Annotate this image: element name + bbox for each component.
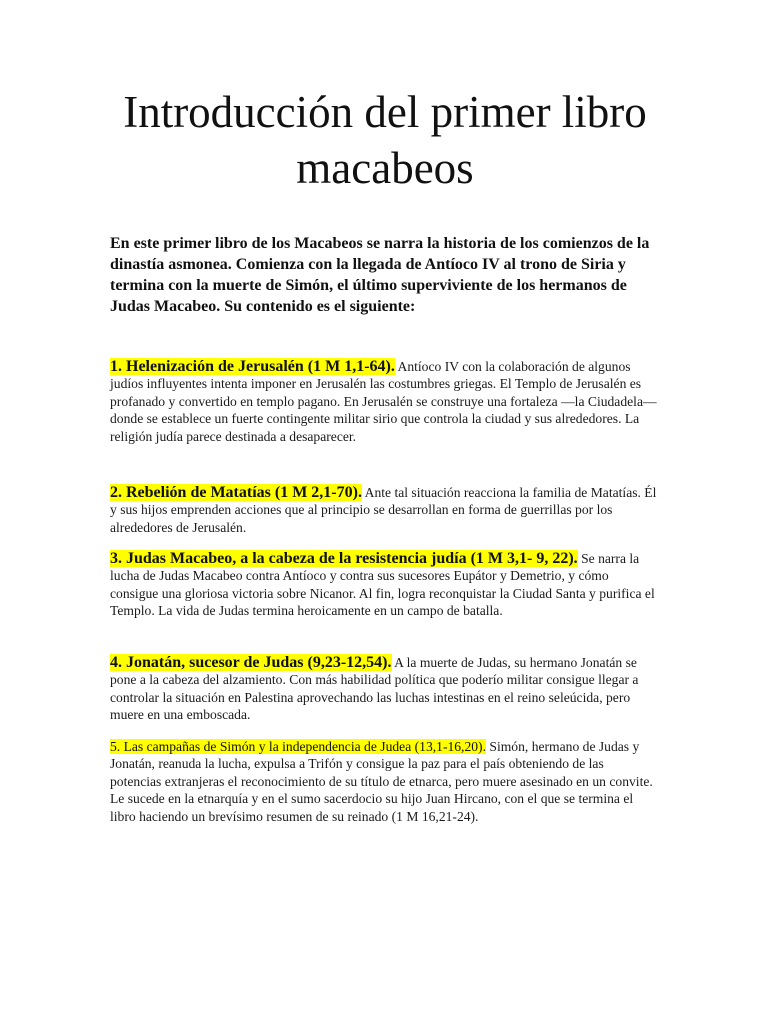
section-heading: 3. Judas Macabeo, a la cabeza de la resistencia judía (1 M 3,1- 9, 22). xyxy=(110,550,578,567)
section-heading: 4. Jonatán, sucesor de Judas (9,23-12,54). xyxy=(110,654,392,671)
section-rebelion xyxy=(110,484,658,536)
page-title: Introducción del primer libro macabeos xyxy=(123,87,647,193)
section-text: Ante tal situación reacciona la familia de Matatías. Él y sus hijos emprenden acciones que al principio se desarrollan en forma de guerrillas por los alrededores de Jerusalén. xyxy=(110,485,657,535)
section-heading: 5. Las campañas de Simón y la independencia de Judea (13,1-16,20). xyxy=(110,739,486,754)
section-helenizacion xyxy=(110,358,658,445)
intro-paragraph: En este primer libro de los Macabeos se narra la historia de los comienzos de la dinastía asmonea. Comienza con la llegada de Antíoco IV al trono de Siria y termina con la muerte de Simón, el último superviviente de los hermanos de Judas Macabeo. Su contenido es el siguiente: xyxy=(110,235,650,315)
section-text: Se narra la lucha de Judas Macabeo contra Antíoco y contra sus sucesores Eupátor y Demetrio, y cómo consigue una gloriosa victoria sobre Nicanor. Al fin, logra reconquistar la Ciudad Santa y purifica el Templo. La vida de Judas termina heroicamente en un campo de batalla. xyxy=(110,551,655,619)
section-text: A la muerte de Judas, su hermano Jonatán se pone a la cabeza del alzamiento. Con más habilidad política que poderío militar consigue llegar a controlar la situación en Palestina aprovechando las luchas intestinas en el reino seleúcida, pero muere en una emboscada. xyxy=(110,655,639,723)
section-simon xyxy=(110,738,658,825)
section-judas-macabeo xyxy=(110,550,658,620)
section-heading: 2. Rebelión de Matatías (1 M 2,1-70). xyxy=(110,484,362,501)
section-jonatan xyxy=(110,654,658,724)
section-text: Antíoco IV con la colaboración de algunos judíos influyentes intenta imponer en Jerusalén las costumbres griegas. El Templo de Jerusalén es profanado y convertido en templo pagano. En Jerusalén se construye una fortaleza —la Ciudadela— donde se establece un fuerte contingente militar sirio que controla la ciudad y sus alrededores. La religión judía parece destinada a desaparecer. xyxy=(110,359,657,444)
section-heading: 1. Helenización de Jerusalén (1 M 1,1-64). xyxy=(110,358,395,375)
section-text: Simón, hermano de Judas y Jonatán, reanuda la lucha, expulsa a Trifón y consigue la paz para el país obteniendo de las potencias extranjeras el reconocimiento de su título de etnarca, pero muere asesinado en un convite. Le sucede en la etnarquía y en el sumo sacerdocio su hijo Juan Hircano, con el que se termina el libro haciendo un brevísimo resumen de su reinado (1 M 16,21-24). xyxy=(110,739,653,824)
